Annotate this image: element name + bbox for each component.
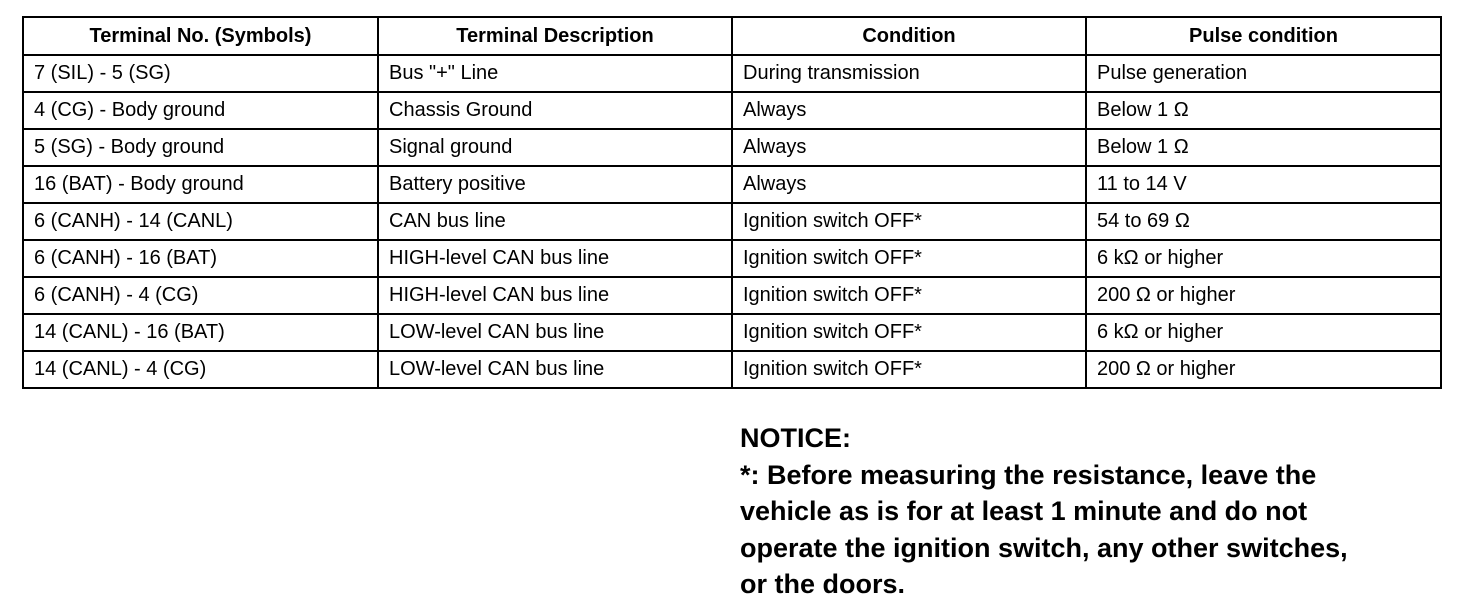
cell-condition: During transmission	[732, 55, 1086, 92]
table-row	[23, 92, 1441, 129]
cell-terminal: 14 (CANL) - 4 (CG)	[23, 351, 378, 388]
cell-terminal: 6 (CANH) - 14 (CANL)	[23, 203, 378, 240]
cell-description: HIGH-level CAN bus line	[378, 240, 732, 277]
cell-description: Battery positive	[378, 166, 732, 203]
cell-condition: Always	[732, 129, 1086, 166]
notice-line: or the doors.	[740, 569, 906, 599]
notice-line: vehicle as is for at least 1 minute and do not	[740, 496, 1308, 526]
cell-description: Chassis Ground	[378, 92, 732, 129]
cell-pulse-condition: 6 kΩ or higher	[1086, 314, 1441, 351]
cell-pulse-condition: 200 Ω or higher	[1086, 277, 1441, 314]
notice-block	[740, 420, 1460, 603]
table-row	[23, 314, 1441, 351]
cell-terminal: 6 (CANH) - 4 (CG)	[23, 277, 378, 314]
table-row	[23, 55, 1441, 92]
cell-terminal: 6 (CANH) - 16 (BAT)	[23, 240, 378, 277]
notice-line: *: Before measuring the resistance, leave the	[740, 459, 1317, 490]
cell-terminal: 5 (SG) - Body ground	[23, 129, 378, 166]
cell-terminal: 14 (CANL) - 16 (BAT)	[23, 314, 378, 351]
cell-terminal: 7 (SIL) - 5 (SG)	[23, 55, 378, 92]
table-row	[23, 277, 1441, 314]
cell-description: HIGH-level CAN bus line	[378, 277, 732, 314]
table-row	[23, 203, 1441, 240]
cell-terminal: 16 (BAT) - Body ground	[23, 166, 378, 203]
cell-condition: Ignition switch OFF*	[732, 277, 1086, 314]
cell-condition: Ignition switch OFF*	[732, 240, 1086, 277]
table-header-row	[23, 17, 1441, 55]
notice-title: NOTICE:	[740, 423, 851, 453]
cell-description: Bus "+" Line	[378, 55, 732, 92]
cell-description: CAN bus line	[378, 203, 732, 240]
cell-condition: Ignition switch OFF*	[732, 203, 1086, 240]
cell-description: Signal ground	[378, 129, 732, 166]
table-row	[23, 166, 1441, 203]
cell-pulse-condition: Below 1 Ω	[1086, 129, 1441, 166]
cell-pulse-condition: 54 to 69 Ω	[1086, 203, 1441, 240]
cell-pulse-condition: 11 to 14 V	[1086, 166, 1441, 203]
table-row	[23, 240, 1441, 277]
cell-pulse-condition: 200 Ω or higher	[1086, 351, 1441, 388]
header-condition: Condition	[732, 17, 1086, 55]
cell-pulse-condition: Below 1 Ω	[1086, 92, 1441, 129]
notice-line: operate the ignition switch, any other switches,	[740, 532, 1348, 563]
cell-condition: Always	[732, 92, 1086, 129]
table-row	[23, 129, 1441, 166]
header-terminal-no: Terminal No. (Symbols)	[23, 17, 378, 55]
table-row	[23, 351, 1441, 388]
cell-pulse-condition: 6 kΩ or higher	[1086, 240, 1441, 277]
cell-condition: Ignition switch OFF*	[732, 314, 1086, 351]
terminal-spec-table	[22, 16, 1442, 389]
cell-description: LOW-level CAN bus line	[378, 314, 732, 351]
cell-description: LOW-level CAN bus line	[378, 351, 732, 388]
cell-condition: Ignition switch OFF*	[732, 351, 1086, 388]
cell-terminal: 4 (CG) - Body ground	[23, 92, 378, 129]
header-terminal-description: Terminal Description	[378, 17, 732, 55]
header-pulse-condition: Pulse condition	[1086, 17, 1441, 55]
cell-condition: Always	[732, 166, 1086, 203]
cell-pulse-condition: Pulse generation	[1086, 55, 1441, 92]
